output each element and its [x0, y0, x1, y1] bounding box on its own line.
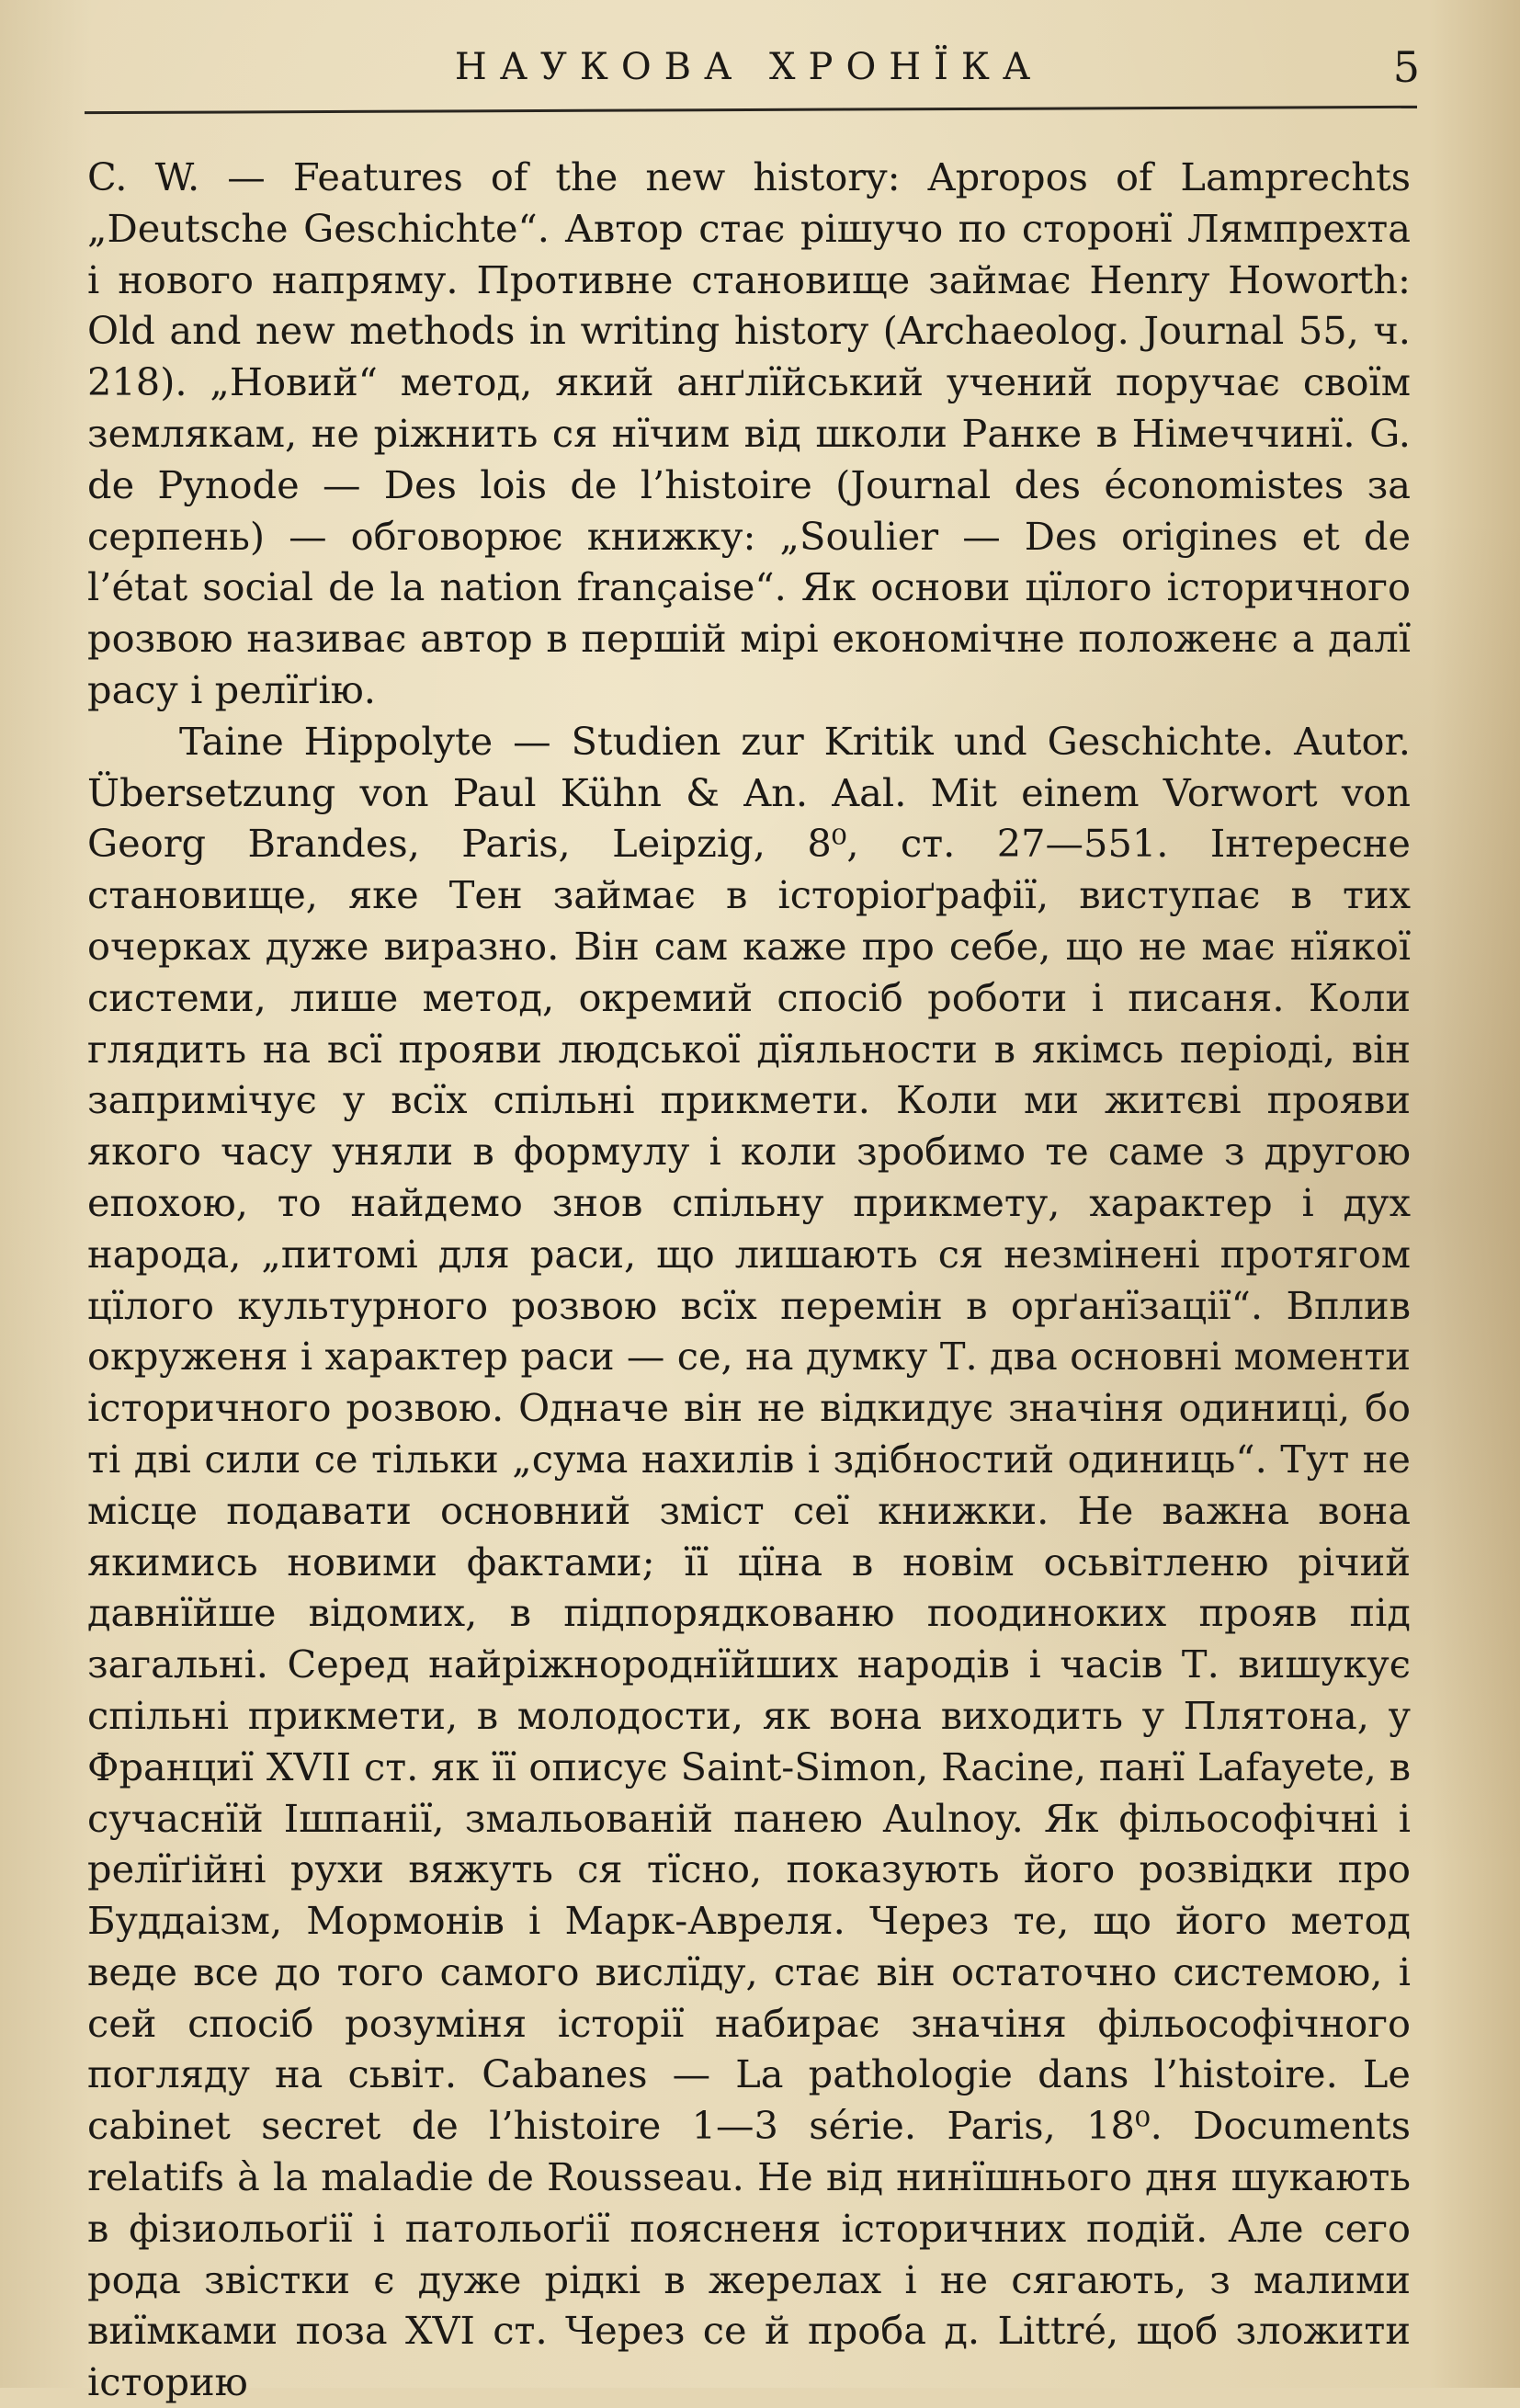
running-title: НАУКОВА ХРОНЇКА [454, 46, 1044, 88]
paragraph-1: C. W. — Features of the new history: Apropos of Lamprechts „Deutsche Geschichte“. Автор стає рішучо по сторонї Лямпрехта і нового напряму. Противне становище займає Henry Howorth: Old and new methods in writing history (Archaeolog. Journal 55, ч. 218). „Новий“ метод, який анґлїйський учений поручає своїм землякам, не ріжнить ся нїчим від школи Ранке в Німеччинї. G. de Pynode — Des lois de l’histoire (Journal des économistes за серпень) — обговорює книжку: „Soulier — Des origines et de l’état social de la nation française“. Як основи цїлого історичного розвою називає автор в першій мірі економічне положенє а далї расу і релїґію. [87, 154, 1411, 712]
article-body [87, 152, 1411, 2408]
header-rule [85, 106, 1417, 114]
paragraph-2: Taine Hippolyte — Studien zur Kritik und Geschichte. Autor. Übersetzung von Paul Kühn & An. Aal. Mit einem Vorwort von Georg Brandes, Paris, Leipzig, 8⁰, ст. 27—551. Інтересне становище, яке Тен займає в історіоґрафії, виступає в тих очерках дуже виразно. Він сам каже про себе, що не має нїякої системи, лише метод, окремий спосіб роботи і писаня. Коли глядить на всї прояви людської дїяльности в якімсь періоді, він запримічує у всїх спільні прикмети. Коли ми житєві прояви якого часу уняли в формулу і коли зробимо те саме з другою епохою, то найдемо знов спільну прикмету, характер і дух народа, „питомі для раси, що лишають ся незмінені протягом цїлого культурного розвою всїх перемін в орґанїзації“. Вплив окруженя і характер раси — се, на думку Т. два основні моменти історичного розвою. Одначе він не відкидує значіня одиниці, бо ті дві сили се тільки „сума нахилів і здібностий одиниць“. Тут не місце подавати основний зміст сеї книжки. Не важна вона якимись новими фактами; її цїна в новім осьвітленю річий давнїйше відомих, в підпорядкованю поодиноких прояв під загальні. Серед найріжнороднїйших народів і часів Т. вишукує спільні прикмети, в молодости, як вона виходить у Плятона, у Франциї XVII ст. як її описує Saint-Simon, Racine, панї Lafayete, в сучаснїй Ішпанії, змальованій панею Aulnoy. Як фільософічні і релїґійні рухи вяжуть ся тїсно, показують його розвідки про Буддаізм, Мормонів і Марк-Авреля. Через те, що його метод веде все до того самого вислїду, стає він остаточно системою, і сей спосіб розуміня історії набирає значіня фільософічного погляду на сьвіт. Cabanes — La pathologie dans l’histoire. Le cabinet secret de l’histoire 1—3 série. Paris, 18⁰. Documents relatifs à la maladie de Rousseau. Не від нинїшнього дня шукають в фізиольоґії і патольоґії поясненя історичних подій. Але сего рода звістки є дуже рідкі в жерелах і не сягають, з малими виїмками поза XVI ст. Через се й проба д. Littré, щоб зложити історию [87, 718, 1411, 2405]
page-number: 5 [1392, 42, 1420, 92]
page-header [87, 39, 1420, 103]
